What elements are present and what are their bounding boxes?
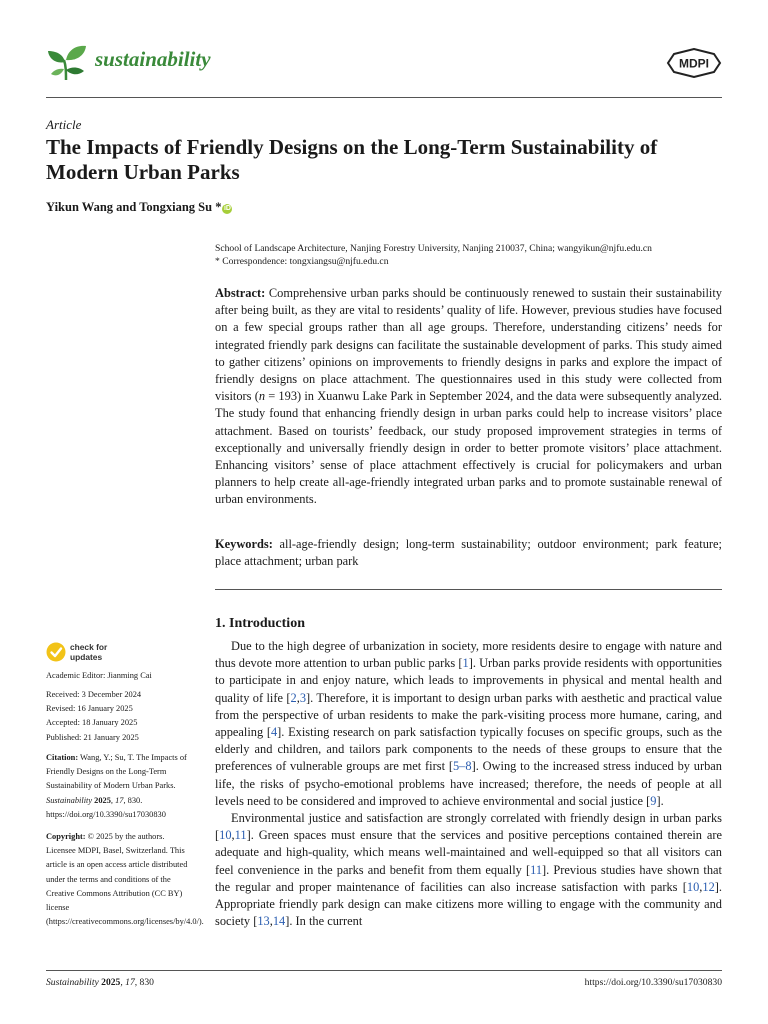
footer-year: 2025	[98, 977, 121, 988]
intro-text-run: ]. Owing to the increased stress induced by urban life, the risks of psycho-emotional problems have increased; therefore, the needs of people at all levels need to be considered and improved to achieve environmental and social justice [	[215, 759, 722, 808]
accepted-date: Accepted: 18 January 2025	[46, 718, 138, 728]
article-type: Article	[46, 117, 82, 132]
journal-name: sustainability	[95, 47, 211, 71]
citation-ref-link[interactable]: 10	[219, 828, 232, 843]
intro-text-run: ,	[231, 828, 235, 843]
citation-ref-link[interactable]: 12	[702, 879, 715, 894]
intro-text-run: ]. In the current	[285, 914, 363, 929]
intro-text-run: Environmental justice and satisfaction are strongly correlated with friendly design in urban parks [	[215, 811, 722, 843]
check-updates-line2: updates	[70, 652, 103, 662]
check-updates-text	[70, 642, 107, 662]
intro-text-run: Due to the high degree of urbanization in society, more residents desire to engage with nature and thus devote more attention to urban public parks [	[215, 639, 722, 671]
intro-text-run: ]. Therefore, it is important to design urban parks with aesthetic and practical value from the perspective of urban residents to make the park-visiting process more humane, caring, and appealing [	[215, 690, 722, 740]
header-divider	[46, 97, 722, 98]
intro-text-run: ]. Previous studies have shown that the regular and proper maintenance of facilities can also increase satisfaction with parks [	[215, 862, 722, 894]
intro-text-run: ,	[269, 914, 273, 929]
footer-volume: , 17	[120, 977, 135, 988]
citation-ref-link[interactable]: 3	[299, 690, 307, 705]
orcid-icon[interactable]: iD	[223, 205, 231, 212]
academic-editor: Academic Editor: Jianming Cai	[46, 671, 152, 680]
copyright-text: © 2025 by the authors. Licensee MDPI, Basel, Switzerland. This article is an open access article distributed under the terms and conditions of the Creative Commons Attribution (CC BY) license (https://creativecommons.org/licenses/by/4.0/).	[46, 832, 204, 927]
citation-text-1: Wang, Y.; Su, T. The Impacts of Friendly Designs on the Long-Term Sustainability of Modern Urban Parks.	[46, 753, 187, 791]
article-title: The Impacts of Friendly Designs on the Long-Term Sustainability of Modern Urban Parks	[46, 135, 658, 184]
journal-leaf-logo	[46, 42, 88, 82]
abstract-label: Abstract:	[215, 286, 266, 300]
keywords-text: all-age-friendly design; long-term sustainability; outdoor environment; park feature; place attachment; urban park	[215, 537, 722, 569]
citation-ref-link[interactable]: 11	[234, 828, 247, 843]
intro-text-run: ]. Urban parks provide residents with opportunities to participate in and enjoy nature, which leads to improvements in physical and mental health and quality of life [	[215, 656, 723, 705]
citation-ref-link[interactable]: 10	[686, 879, 700, 894]
footer-divider	[46, 970, 722, 971]
keywords	[215, 536, 722, 570]
keywords-label: Keywords:	[215, 537, 273, 551]
citation-journal: Sustainability	[46, 795, 93, 805]
correspondence: * Correspondence: tongxiangsu@njfu.edu.cn	[215, 256, 389, 267]
published-date: Published: 21 January 2025	[46, 732, 139, 742]
section-heading: 1. Introduction	[215, 616, 305, 631]
footer-doi-link[interactable]: https://doi.org/10.3390/su17030830	[584, 977, 722, 988]
intro-paragraph-2	[215, 810, 722, 930]
revised-date: Revised: 16 January 2025	[46, 704, 133, 714]
citation-ref-link[interactable]: 2	[290, 690, 297, 705]
check-updates-icon	[46, 642, 66, 662]
footer-page: , 830	[134, 977, 154, 988]
abstract-text-2: = 193) in Xuanwu Lake Park in September 2024, and the data were subsequently analyzed. The study found that enhancing friendly design in urban parks could help to increase visitors’ place attachment. Based on tourists’ feedback, our study proposed improvement strategies in terms of exceptionally and universally friendly design in order to better promote visitors’ place attachment. Enhancing visitors’ sense of place attachment effectively is crucial for policymakers and urban planners to help create all-age-friendly integrated urban parks and to promote sustainable renewal of urban environments.	[215, 389, 722, 507]
citation-ref-link[interactable]: 4	[270, 725, 278, 740]
mdpi-logo	[666, 48, 722, 78]
citation-ref-link[interactable]: 5–8	[452, 759, 472, 774]
intro-text-run: ].	[656, 793, 664, 808]
footer-journal-citation	[46, 977, 154, 988]
section-divider	[215, 589, 722, 590]
author-list	[46, 200, 232, 215]
citation-block	[46, 751, 196, 822]
received-date: Received: 3 December 2024	[46, 690, 142, 699]
intro-text-run: ,	[296, 690, 300, 705]
citation-label: Citation:	[46, 753, 79, 762]
abstract	[215, 285, 722, 509]
copyright-label: Copyright:	[46, 832, 86, 841]
citation-ref-link[interactable]: 9	[650, 793, 657, 808]
check-updates-line1: check for	[70, 642, 108, 652]
citation-ref-link[interactable]: 13	[257, 914, 270, 929]
intro-text-run: ]. Green spaces must ensure that the services and positive perceptions contained therein are adequate and high-quality, which means well-maintained and well-equipped so that all visitors can feel convenience in the parks and benefit from them equally [	[215, 828, 722, 877]
mdpi-logo-text: MDPI	[679, 56, 709, 71]
intro-text-run: ]. Existing research on park satisfaction typically focuses on specific groups, such as the elderly and children, and tailors park components to the needs of these groups to ensure that the preferences of vulnerable groups are met first [	[215, 725, 722, 774]
intro-text-run: ]. Appropriate friendly park design can make citizens more willing to engage with the community and society [	[215, 879, 722, 929]
citation-ref-link[interactable]: 14	[272, 914, 286, 929]
citation-ref-link[interactable]: 11	[530, 862, 543, 877]
introduction-text	[215, 638, 722, 930]
publication-dates	[46, 688, 196, 745]
copyright-block	[46, 830, 204, 929]
abstract-text-1: Comprehensive urban parks should be continuously renewed to sustain their sustainability after being built, as they are vital to residents’ quality of life. However, previous studies have focused on a few special groups rather than all age groups. Therefore, understanding citizens’ needs for integrated friendly park designs can facilitate the sustainable development of parks. This study aimed to gather citizens’ opinions on improvements to friendly designs in parks and explore the impact of friendly designs on place attachment. The questionnaires used in this study were collected from visitors (	[215, 286, 722, 404]
intro-text-run: ,	[699, 879, 703, 894]
citation-year: 2025	[92, 795, 111, 805]
author-names: Yikun Wang and Tongxiang Su *	[46, 200, 222, 214]
citation-text-2[interactable]: , 830. https://doi.org/10.3390/su17030830	[46, 795, 166, 819]
affiliation: School of Landscape Architecture, Nanjing Forestry University, Nanjing 210037, China; wangyikun@njfu.edu.cn	[215, 243, 652, 254]
citation-volume: , 17	[110, 795, 124, 805]
abstract-n-symbol: n	[258, 389, 266, 404]
intro-paragraph-1	[215, 638, 722, 810]
check-for-updates-badge[interactable]	[46, 641, 156, 665]
citation-ref-link[interactable]: 1	[462, 656, 469, 671]
footer-journal: Sustainability	[46, 977, 99, 988]
